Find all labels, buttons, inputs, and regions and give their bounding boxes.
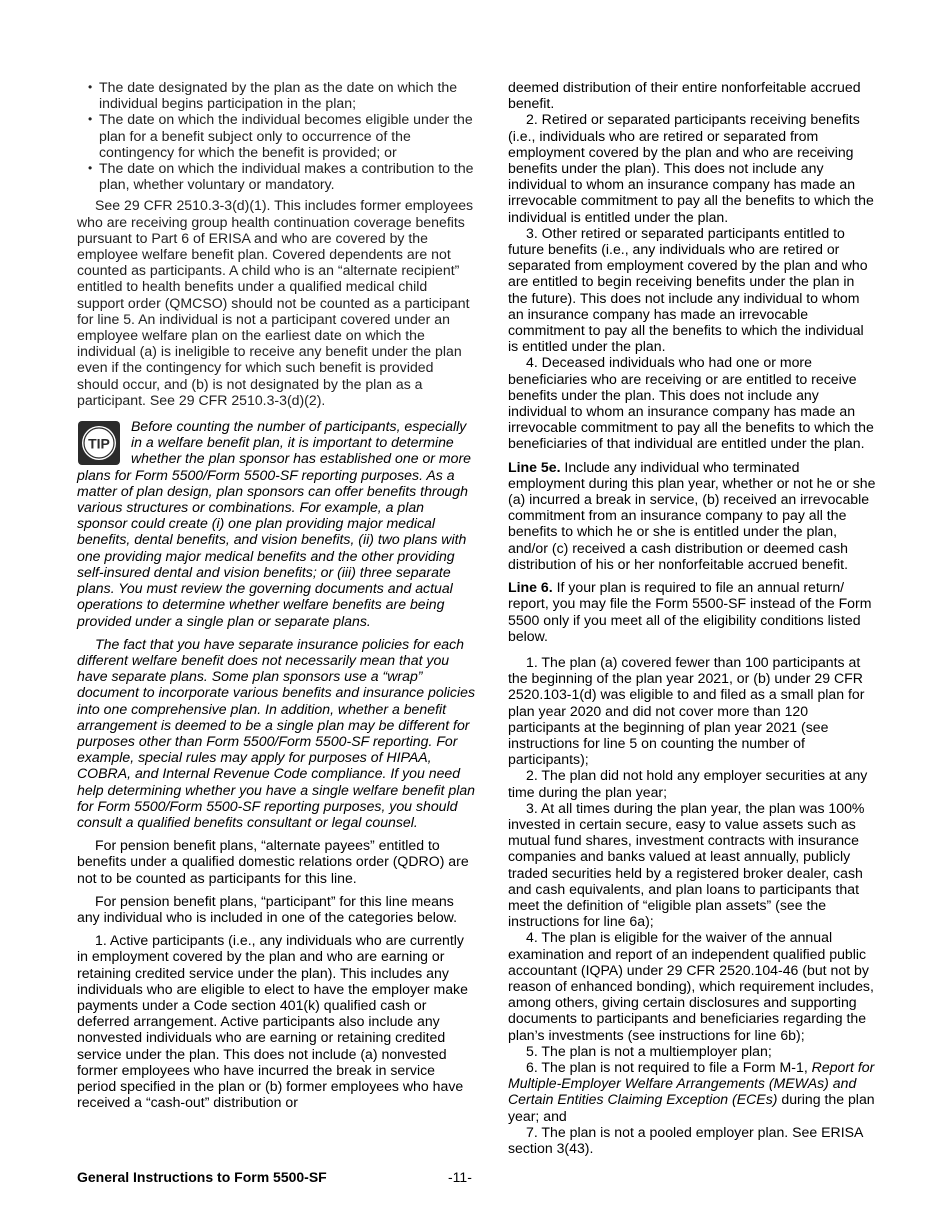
list-item: • The date on which the individual makes a contribution to the plan, whether voluntary or mandatory. [88,160,477,192]
tip-text: Before counting the number of participants, especially in a welfare benefit plan, it is important to determine whether the plan sponsor has established one or more plans for Form 5500/Form 5500-SF reporting purposes. As a matter of plan design, plan sponsors can offer benefits through various structures or combinations. For example, a plan sponsor could create (i) one plan providing major medical benefits, dental benefits, and vision benefits, (ii) two plans with one providing major medical benefits and the other providing self-insured dental and vision benefits; or (iii) three separate plans. You must review the governing documents and actual operations to determine whether welfare benefits are being provided under a single plan or separate plans. [77,418,472,629]
form-m1-title: Report for Multiple-Employer Welfare Arrangements (MEWAs) and Certain Entities Claiming Exception (ECEs) [508,1058,875,1108]
paragraph: 3. Other retired or separated participants entitled to future benefits (i.e., any individuals who are retired or separated from employment covered by the plan and who are entitled to begin receiving benefits under the plan in the future). This does not include any individual to whom an insurance company has made an irrevocable commitment to pay all the benefits to which the individual is entitled under the plan. [508,224,868,355]
line-6-text: If your plan is required to file an annual return/ report, you may file the Form 5500-SF instead of the Form 5500 only if you meet all of the eligibility conditions listed below. [508,579,872,644]
line-5e-text: Include any individual who terminated employment during this plan year, whether or not he or she (a) incurred a break in service, (b) received an irrevocable commitment from an insurance company to pay all the benefits to which he or she is entitled under the plan, and/or (c) received a cash distribution or deemed cash distribution of his or her nonforfeitable accrued benefit. [508,458,876,572]
condition-item: 6. The plan is not required to file a Form M-1, Report for Multiple-Employer Welfare Arrangements (MEWAs) and Certain Entities Claiming Exception (ECEs) during the plan year; and [508,1058,875,1124]
tip-block [77,418,477,830]
condition-item: 5. The plan is not a multiemployer plan; [526,1042,772,1059]
paragraph: 4. Deceased individuals who had one or more beneficiaries who are receiving or are entitled to receive benefits under the plan. This does not include any individual to whom an insurance company has made an irrevocable commitment to pay all the benefits to which the beneficiaries of that individual are entitled under the plan. [508,354,874,452]
line-6-heading: Line 6. [508,579,553,596]
footer-title: General Instructions to Form 5500-SF [77,1169,327,1185]
condition-item: 1. The plan (a) covered fewer than 100 participants at the beginning of the plan year 2021, or (b) under 29 CFR 2520.103-1(d) was eligible to and filed as a small plan for plan year 2020 and did not cover more than 120 participants at the beginning of plan year 2021 (see instructions for line 5 on counting the number of participants); [508,653,865,768]
paragraph: deemed distribution of their entire nonforfeitable accrued benefit. [508,79,861,112]
participation-date-list [88,79,477,192]
left-column [77,79,477,1110]
paragraph: For pension benefit plans, “alternate payees” entitled to benefits under a qualified domestic relations order (QDRO) are not to be counted as participants for this line. [77,837,469,886]
tip-label: TIP [88,435,110,452]
condition-item: 7. The plan is not a pooled employer plan. See ERISA section 3(43). [508,1123,863,1156]
tip-icon [77,420,121,466]
list-item: • The date on which the individual becomes eligible under the plan for a benefit subject only to occurrence of the contingency for which the benefit is provided; or [88,111,477,160]
paragraph: For pension benefit plans, “participant” for this line means any individual who is included in one of the categories below. [77,892,457,925]
tip-text-continued: The fact that you have separate insurance policies for each different welfare benefit does not necessarily mean that you have separate plans. Some plan sponsors use a “wrap” document to incorporate various benefits and insurance policies into one comprehensive plan. In addition, whether a benefit arrangement is deemed to be a single plan may be different for purposes other than Form 5500/Form 5500-SF reporting. For example, special rules may apply for purposes of HIPAA, COBRA, and Internal Revenue Code compliance. If you need help determining whether you have a single welfare benefit plan for Form 5500/Form 5500-SF reporting purposes, you should consult a qualified benefits consultant or legal counsel. [77,635,476,830]
list-item: • The date designated by the plan as the date on which the individual begins participation in the plan; [88,79,477,111]
line-5e-paragraph [508,459,876,572]
page-number: -11- [448,1169,472,1185]
right-column [508,79,876,1156]
condition-item: 4. The plan is eligible for the waiver of the annual examination and report of an independent qualified public accountant (IQPA) under 29 CFR 2520.104-46 (but not by reason of enhanced bonding), which requirement includes, among others, giving certain disclosures and supporting documents to participants and beneficiaries regarding the plan’s investments (see instructions for line 6b); [508,929,874,1043]
line-5e-heading: Line 5e. [508,458,561,475]
condition-item: 2. The plan did not hold any employer securities at any time during the plan year; [508,767,868,800]
line-6-paragraph [508,579,876,644]
paragraph: See 29 CFR 2510.3-3(d)(1). This includes former employees who are receiving group health continuation coverage benefits pursuant to Part 6 of ERISA and who are covered by the employee welfare benefit plan. Covered dependents are not counted as participants. A child who is an “alternate recipient” entitled to health benefits under a qualified medical child support order (QMCSO) should not be counted as a participant for line 5. An individual is not a participant covered under an employee welfare plan on the earliest date on which the individual (a) is ineligible to receive any benefit under the plan even if the contingency for which such benefit is provided should occur, and (b) is not designated by the plan as a participant. See 29 CFR 2510.3-3(d)(2). [77,197,474,408]
paragraph: 2. Retired or separated participants receiving benefits (i.e., individuals who are retired or separated from employment covered by the plan and who are receiving benefits under the plan). This does not include any individual to whom an insurance company has made an irrevocable commitment to pay all the benefits to which the individual is entitled under the plan. [508,111,874,225]
paragraph: 1. Active participants (i.e., any individuals who are currently in employment covered by the plan and who are earning or retaining credited service under the plan). This includes any individuals who are eligible to elect to have the employer make payments under a Code section 401(k) qualified cash or deferred arrangement. Active participants also include any nonvested individuals who are earning or retaining credited service under the plan. This does not include (a) nonvested former employees who have incurred the break in service period specified in the plan or (b) former employees who have received a “cash-out” distribution or [77,932,468,1111]
condition-item: 3. At all times during the plan year, the plan was 100% invested in certain secure, easy to value assets such as mutual fund shares, investment contracts with insurance companies and banks valued at least annually, publicly traded securities held by a registered broker dealer, cash and cash equivalents, and plan loans to participants that meet the definition of “eligible plan assets” (see the instructions for line 6a); [508,799,865,930]
